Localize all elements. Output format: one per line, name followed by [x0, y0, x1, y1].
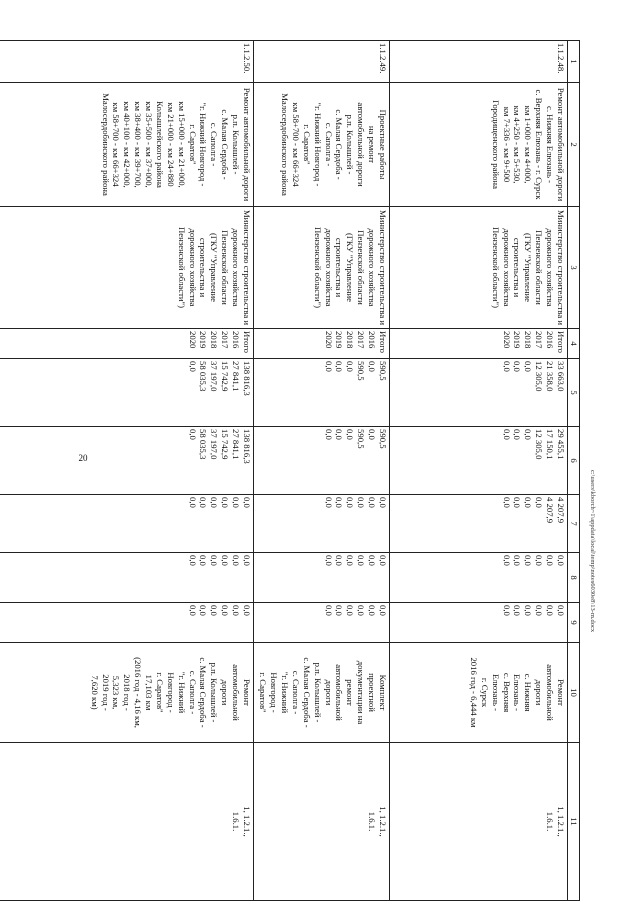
period-years-line: 2018 — [209, 331, 220, 349]
event-name — [0, 83, 254, 207]
executor-name-line: Пензенской области — [356, 230, 367, 305]
event-name-line: км 38+400 - км 39+700, — [133, 101, 144, 188]
funding-other-line: 0,0 — [220, 605, 231, 616]
funding-regional-line: 0,0 — [187, 429, 198, 440]
funding-local-line: 0,0 — [198, 555, 209, 566]
funding-local-line: 0,0 — [512, 555, 523, 566]
funding-other-line: 0,0 — [231, 605, 242, 616]
event-name-line: с. Малая Сердоба - — [334, 109, 345, 180]
funding-federal-line: 0,0 — [378, 497, 388, 508]
funding-local — [390, 553, 568, 603]
executor-name-line: дорожного хозяйства — [231, 228, 242, 307]
event-name-line: Ремонт автомобильной дороги — [556, 87, 566, 202]
funding-total-line: 21 358,0 — [545, 361, 556, 392]
funding-local-line: 0,0 — [378, 555, 388, 566]
program-table — [0, 40, 580, 901]
event-name-line: км 40+100 - км 42+000, — [122, 101, 133, 188]
executor-name-line: Пензенской области") — [176, 227, 187, 308]
funding-total-line: 37 197,0 — [209, 361, 220, 392]
executor-name-line: строительства и — [198, 237, 209, 298]
funding-total-line: 138 816,3 — [242, 361, 252, 396]
event-name-line: км 35+500 - км 37+000, — [144, 101, 155, 188]
funding-regional-line: 12 305,0 — [534, 429, 545, 460]
event-name-line: с. Нижняя Елюзань - — [545, 105, 556, 184]
funding-regional-line: 590,5 — [356, 429, 367, 449]
funding-federal — [0, 495, 254, 553]
event-name-line: Городищенского района — [490, 100, 501, 189]
funding-regional-line: 0,0 — [367, 429, 378, 440]
funding-other-line: 0,0 — [187, 605, 198, 616]
indicator-refs-line: 1, 1.2.1., — [378, 806, 388, 837]
period-years — [390, 329, 568, 359]
executor-name-line: (ГКУ "Управление — [345, 233, 356, 302]
header-cell-5: 5 — [568, 359, 580, 427]
indicator-refs — [0, 743, 254, 901]
expected-result-line: (2016 год - 4,16 км, — [133, 657, 144, 728]
event-name-line: с. Верхняя Елюзань - г. Сурск — [534, 89, 545, 200]
executor-name-line: Пензенской области") — [490, 227, 501, 308]
funding-local-line: 0,0 — [242, 555, 252, 566]
header-cell-1: 1 — [568, 41, 580, 83]
table-row — [390, 41, 568, 901]
funding-other-line: 0,0 — [242, 605, 252, 616]
expected-result-line: с. Саполга - — [291, 670, 301, 715]
executor-name-line: дорожного хозяйства — [323, 228, 334, 307]
table-row — [254, 41, 390, 901]
expected-result-line: ремонт — [345, 679, 356, 706]
period-years-line: Итого — [242, 331, 252, 353]
indicator-refs-line: 1, 1.2.1., — [556, 806, 566, 837]
event-name-line: км 21+000 - км 24+880 — [165, 102, 176, 187]
executor-name-line: строительства и — [512, 237, 523, 298]
expected-result — [0, 643, 254, 743]
executor-name-line: Пензенской области — [220, 230, 231, 305]
executor-name-line: (ГКУ "Управление — [523, 233, 534, 302]
header-cell-8: 8 — [568, 553, 580, 603]
table-row — [0, 41, 254, 901]
event-name-line: Малосердобинского района — [100, 93, 111, 196]
executor-name — [390, 207, 568, 329]
funding-regional-line: 27 841,1 — [231, 429, 242, 460]
event-name-line: г. Саратов" — [301, 124, 312, 165]
funding-other-line: 0,0 — [345, 605, 356, 616]
page-number: 20 — [78, 453, 88, 463]
header-cell-7: 7 — [568, 495, 580, 553]
file-path-text: c:\users\kborch~1\appdata\local\temp\notes6030e8\13-m.docx — [589, 470, 596, 633]
rotated-table-container — [80, 40, 580, 900]
expected-result-line: 5,323 км, — [111, 675, 122, 710]
funding-other-line: 0,0 — [512, 605, 523, 616]
expected-result-line: автомобильной — [334, 664, 345, 721]
period-years — [254, 329, 390, 359]
period-years-line: 2019 — [198, 331, 209, 349]
expected-result-line: с. Нижняя — [523, 673, 534, 712]
expected-result-line: "г. Нижний — [176, 671, 187, 714]
event-name-line: Ремонт автомобильной дороги — [242, 87, 252, 202]
indicator-refs-line: 1.6.1. — [545, 811, 556, 832]
funding-federal-line: 0,0 — [534, 497, 545, 508]
funding-total-line: 15 742,9 — [220, 361, 231, 392]
indicator-refs — [254, 743, 390, 901]
expected-result — [390, 643, 568, 743]
funding-total-line: 0,0 — [367, 361, 378, 372]
funding-federal-line: 0,0 — [323, 497, 334, 508]
indicator-refs-line: 1.6.1. — [231, 811, 242, 832]
funding-regional-line: 0,0 — [523, 429, 534, 440]
period-years-line: 2016 — [545, 331, 556, 349]
expected-result-line: 7,620 км) — [89, 675, 100, 710]
event-name — [254, 83, 390, 207]
event-name-line: км 7+336 - км 9+500 — [501, 106, 512, 183]
funding-other-line: 0,0 — [334, 605, 345, 616]
row-number: 1.1.2.49. — [254, 41, 390, 83]
executor-name-line: Пензенской области") — [312, 227, 323, 308]
funding-regional-line: 29 455,1 — [556, 429, 566, 460]
header-row — [568, 41, 580, 901]
event-name — [390, 83, 568, 207]
event-name-line: Малосердобинского района — [280, 93, 291, 196]
event-name-line: км 58+700 - км 66+324 — [111, 102, 122, 187]
funding-federal-line: 0,0 — [523, 497, 534, 508]
funding-local-line: 0,0 — [231, 555, 242, 566]
funding-federal — [254, 495, 390, 553]
funding-local-line: 0,0 — [334, 555, 345, 566]
expected-result-line: автомобильной — [545, 664, 556, 721]
period-years-line: 2018 — [345, 331, 356, 349]
funding-local-line: 0,0 — [556, 555, 566, 566]
expected-result-line: р.п. Колышлей - — [209, 662, 220, 723]
funding-local-line: 0,0 — [220, 555, 231, 566]
executor-name-line: дорожного хозяйства — [501, 228, 512, 307]
funding-federal-line: 0,0 — [242, 497, 252, 508]
expected-result-line: дороги — [534, 679, 545, 706]
funding-other-line: 0,0 — [556, 605, 566, 616]
period-years-line: Итого — [378, 331, 388, 353]
period-years-line: 2020 — [323, 331, 334, 349]
period-years-line: 2020 — [501, 331, 512, 349]
expected-result-line: с. Верхняя — [501, 672, 512, 713]
executor-name-line: дорожного хозяйства — [367, 228, 378, 307]
funding-federal-line: 0,0 — [345, 497, 356, 508]
header-cell-10: 10 — [568, 643, 580, 743]
funding-regional-line: 0,0 — [501, 429, 512, 440]
funding-federal-line: 0,0 — [209, 497, 220, 508]
funding-regional — [390, 427, 568, 495]
funding-local-line: 0,0 — [501, 555, 512, 566]
funding-local-line: 0,0 — [209, 555, 220, 566]
event-name-line: р.п. Колышлей - — [231, 114, 242, 175]
header-cell-11: 11 — [568, 743, 580, 901]
row-number: 1.1.2.50. — [0, 41, 254, 83]
funding-other-line: 0,0 — [198, 605, 209, 616]
funding-federal — [390, 495, 568, 553]
funding-total-line: 590,5 — [378, 361, 388, 381]
funding-regional-line: 58 035,3 — [198, 429, 209, 460]
expected-result-line: г. Сурск — [479, 677, 490, 708]
event-name-line: с. Малая Сердоба - — [220, 109, 231, 180]
funding-total-line: 33 663,0 — [556, 361, 566, 392]
funding-other-line: 0,0 — [523, 605, 534, 616]
event-name-line: Колышлейского района — [155, 101, 165, 188]
funding-local-line: 0,0 — [323, 555, 334, 566]
funding-federal-line: 4 207,9 — [556, 497, 566, 524]
funding-other — [254, 603, 390, 643]
funding-other-line: 0,0 — [367, 605, 378, 616]
funding-total-line: 0,0 — [187, 361, 198, 372]
event-name-line: на ремонт — [367, 125, 378, 164]
executor-name-line: (ГКУ "Управление — [209, 233, 220, 302]
expected-result-line: Ремонт — [556, 679, 566, 706]
funding-regional-line: 15 742,9 — [220, 429, 231, 460]
funding-total — [390, 359, 568, 427]
executor-name — [0, 207, 254, 329]
funding-regional-line: 0,0 — [334, 429, 345, 440]
event-name-line: км 15+000 - км 21+000, — [176, 101, 187, 188]
funding-federal-line: 0,0 — [334, 497, 345, 508]
indicator-refs-line: 1, 1.2.1., — [242, 806, 252, 837]
period-years-line: 2020 — [187, 331, 198, 349]
period-years-line: 2017 — [220, 331, 231, 349]
funding-other-line: 0,0 — [501, 605, 512, 616]
executor-name-line: Министерство строительства и — [556, 209, 566, 326]
expected-result-line: дороги — [220, 679, 231, 706]
expected-result-line: г. Саратов" — [155, 672, 165, 713]
header-cell-9: 9 — [568, 603, 580, 643]
funding-federal-line: 0,0 — [198, 497, 209, 508]
period-years-line: 2019 — [334, 331, 345, 349]
expected-result-line: Новгород - — [269, 672, 280, 713]
funding-total — [254, 359, 390, 427]
period-years-line: 2017 — [356, 331, 367, 349]
funding-total-line: 0,0 — [512, 361, 523, 372]
funding-local-line: 0,0 — [367, 555, 378, 566]
funding-local — [254, 553, 390, 603]
event-name-line: Проектные работы — [378, 109, 388, 180]
expected-result-line: 17,103 км — [144, 674, 155, 711]
funding-total-line: 0,0 — [334, 361, 345, 372]
event-name-line: км 4+250 - км 5+530, — [512, 105, 523, 184]
expected-result-line: автомобильной — [231, 664, 242, 721]
event-name-line: г. Саратов" — [187, 124, 198, 165]
period-years — [0, 329, 254, 359]
funding-federal-line: 0,0 — [501, 497, 512, 508]
event-name-line: автомобильной дороги — [356, 102, 367, 187]
funding-total-line: 58 035,3 — [198, 361, 209, 392]
funding-other-line: 0,0 — [534, 605, 545, 616]
event-name-line: "г. Нижний Новгород - — [198, 102, 209, 187]
funding-other-line: 0,0 — [545, 605, 556, 616]
funding-regional-line: 0,0 — [323, 429, 334, 440]
funding-local — [0, 553, 254, 603]
row-number: 1.1.2.48. — [390, 41, 568, 83]
event-name-line: км 58+700 - км 66+324 — [291, 102, 301, 187]
expected-result-line: с. Малая Сердоба - — [198, 657, 209, 728]
funding-federal-line: 0,0 — [220, 497, 231, 508]
funding-other-line: 0,0 — [356, 605, 367, 616]
header-cell-4: 4 — [568, 329, 580, 359]
header-cell-2: 2 — [568, 83, 580, 207]
expected-result-line: 2016 год - 6,444 км — [469, 657, 479, 728]
executor-name-line: строительства и — [334, 237, 345, 298]
expected-result-line: Елюзань - — [512, 673, 523, 712]
event-name-line: с. Саполга - — [209, 122, 220, 167]
funding-regional — [254, 427, 390, 495]
funding-other-line: 0,0 — [209, 605, 220, 616]
expected-result-line: Комплект — [378, 674, 388, 711]
funding-regional-line: 590,5 — [378, 429, 388, 449]
funding-federal-line: 0,0 — [231, 497, 242, 508]
funding-local-line: 0,0 — [523, 555, 534, 566]
expected-result-line: р.п. Колышлей - — [312, 662, 323, 723]
expected-result-line: документации на — [356, 660, 367, 725]
funding-total-line: 590,5 — [356, 361, 367, 381]
executor-name-line: Пензенской области — [534, 230, 545, 305]
funding-federal-line: 0,0 — [356, 497, 367, 508]
funding-regional-line: 0,0 — [512, 429, 523, 440]
funding-other — [0, 603, 254, 643]
funding-regional-line: 0,0 — [345, 429, 356, 440]
funding-total-line: 0,0 — [323, 361, 334, 372]
expected-result-line: 2019 год - — [100, 674, 111, 711]
funding-regional — [0, 427, 254, 495]
event-name-line: "г. Нижний Новгород - — [312, 102, 323, 187]
executor-name-line: Министерство строительства и — [242, 209, 252, 326]
executor-name-line: дорожного хозяйства — [545, 228, 556, 307]
expected-result-line: г. Саратов" — [258, 672, 269, 713]
funding-local-line: 0,0 — [187, 555, 198, 566]
file-path-footer — [589, 0, 606, 905]
indicator-refs-line: 1.6.1. — [367, 811, 378, 832]
funding-total-line: 0,0 — [501, 361, 512, 372]
funding-local-line: 0,0 — [356, 555, 367, 566]
event-name-line: р.п. Колышлей - — [345, 114, 356, 175]
funding-total-line: 0,0 — [345, 361, 356, 372]
funding-regional-line: 17 150,1 — [545, 429, 556, 460]
period-years-line: 2016 — [231, 331, 242, 349]
indicator-refs — [390, 743, 568, 901]
funding-local-line: 0,0 — [534, 555, 545, 566]
expected-result-line: дороги — [323, 679, 334, 706]
executor-name-line: дорожного хозяйства — [187, 228, 198, 307]
funding-other-line: 0,0 — [323, 605, 334, 616]
funding-other-line: 0,0 — [378, 605, 388, 616]
expected-result-line: Ремонт — [242, 679, 252, 706]
event-name-line: с. Саполга - — [323, 122, 334, 167]
funding-regional-line: 37 197,0 — [209, 429, 220, 460]
funding-federal-line: 0,0 — [187, 497, 198, 508]
period-years-line: 2018 — [523, 331, 534, 349]
period-years-line: 2017 — [534, 331, 545, 349]
expected-result-line: 2018 год - — [122, 674, 133, 711]
expected-result-line: проектной — [367, 673, 378, 712]
expected-result-line: "г. Нижний — [280, 671, 291, 714]
funding-local-line: 0,0 — [345, 555, 356, 566]
funding-other — [390, 603, 568, 643]
expected-result — [254, 643, 390, 743]
event-name-line: км 1+000 - км 4+000, — [523, 105, 534, 184]
funding-local-line: 0,0 — [545, 555, 556, 566]
expected-result-line: с. Саполга - — [187, 670, 198, 715]
header-cell-3: 3 — [568, 207, 580, 329]
funding-total-line: 27 841,1 — [231, 361, 242, 392]
funding-total — [0, 359, 254, 427]
funding-federal-line: 0,0 — [512, 497, 523, 508]
table-body — [0, 41, 568, 901]
funding-federal-line: 0,0 — [367, 497, 378, 508]
funding-total-line: 0,0 — [523, 361, 534, 372]
period-years-line: 2016 — [367, 331, 378, 349]
period-years-line: Итого — [556, 331, 566, 353]
expected-result-line: Елюзань - — [490, 673, 501, 712]
funding-federal-line: 4 207,9 — [545, 497, 556, 524]
funding-total-line: 12 305,0 — [534, 361, 545, 392]
period-years-line: 2019 — [512, 331, 523, 349]
expected-result-line: Новгород - — [165, 672, 176, 713]
header-cell-6: 6 — [568, 427, 580, 495]
executor-name-line: Министерство строительства и — [378, 209, 388, 326]
expected-result-line: с. Малая Сердоба - — [301, 657, 312, 728]
executor-name — [254, 207, 390, 329]
funding-regional-line: 138 816,3 — [242, 429, 252, 464]
